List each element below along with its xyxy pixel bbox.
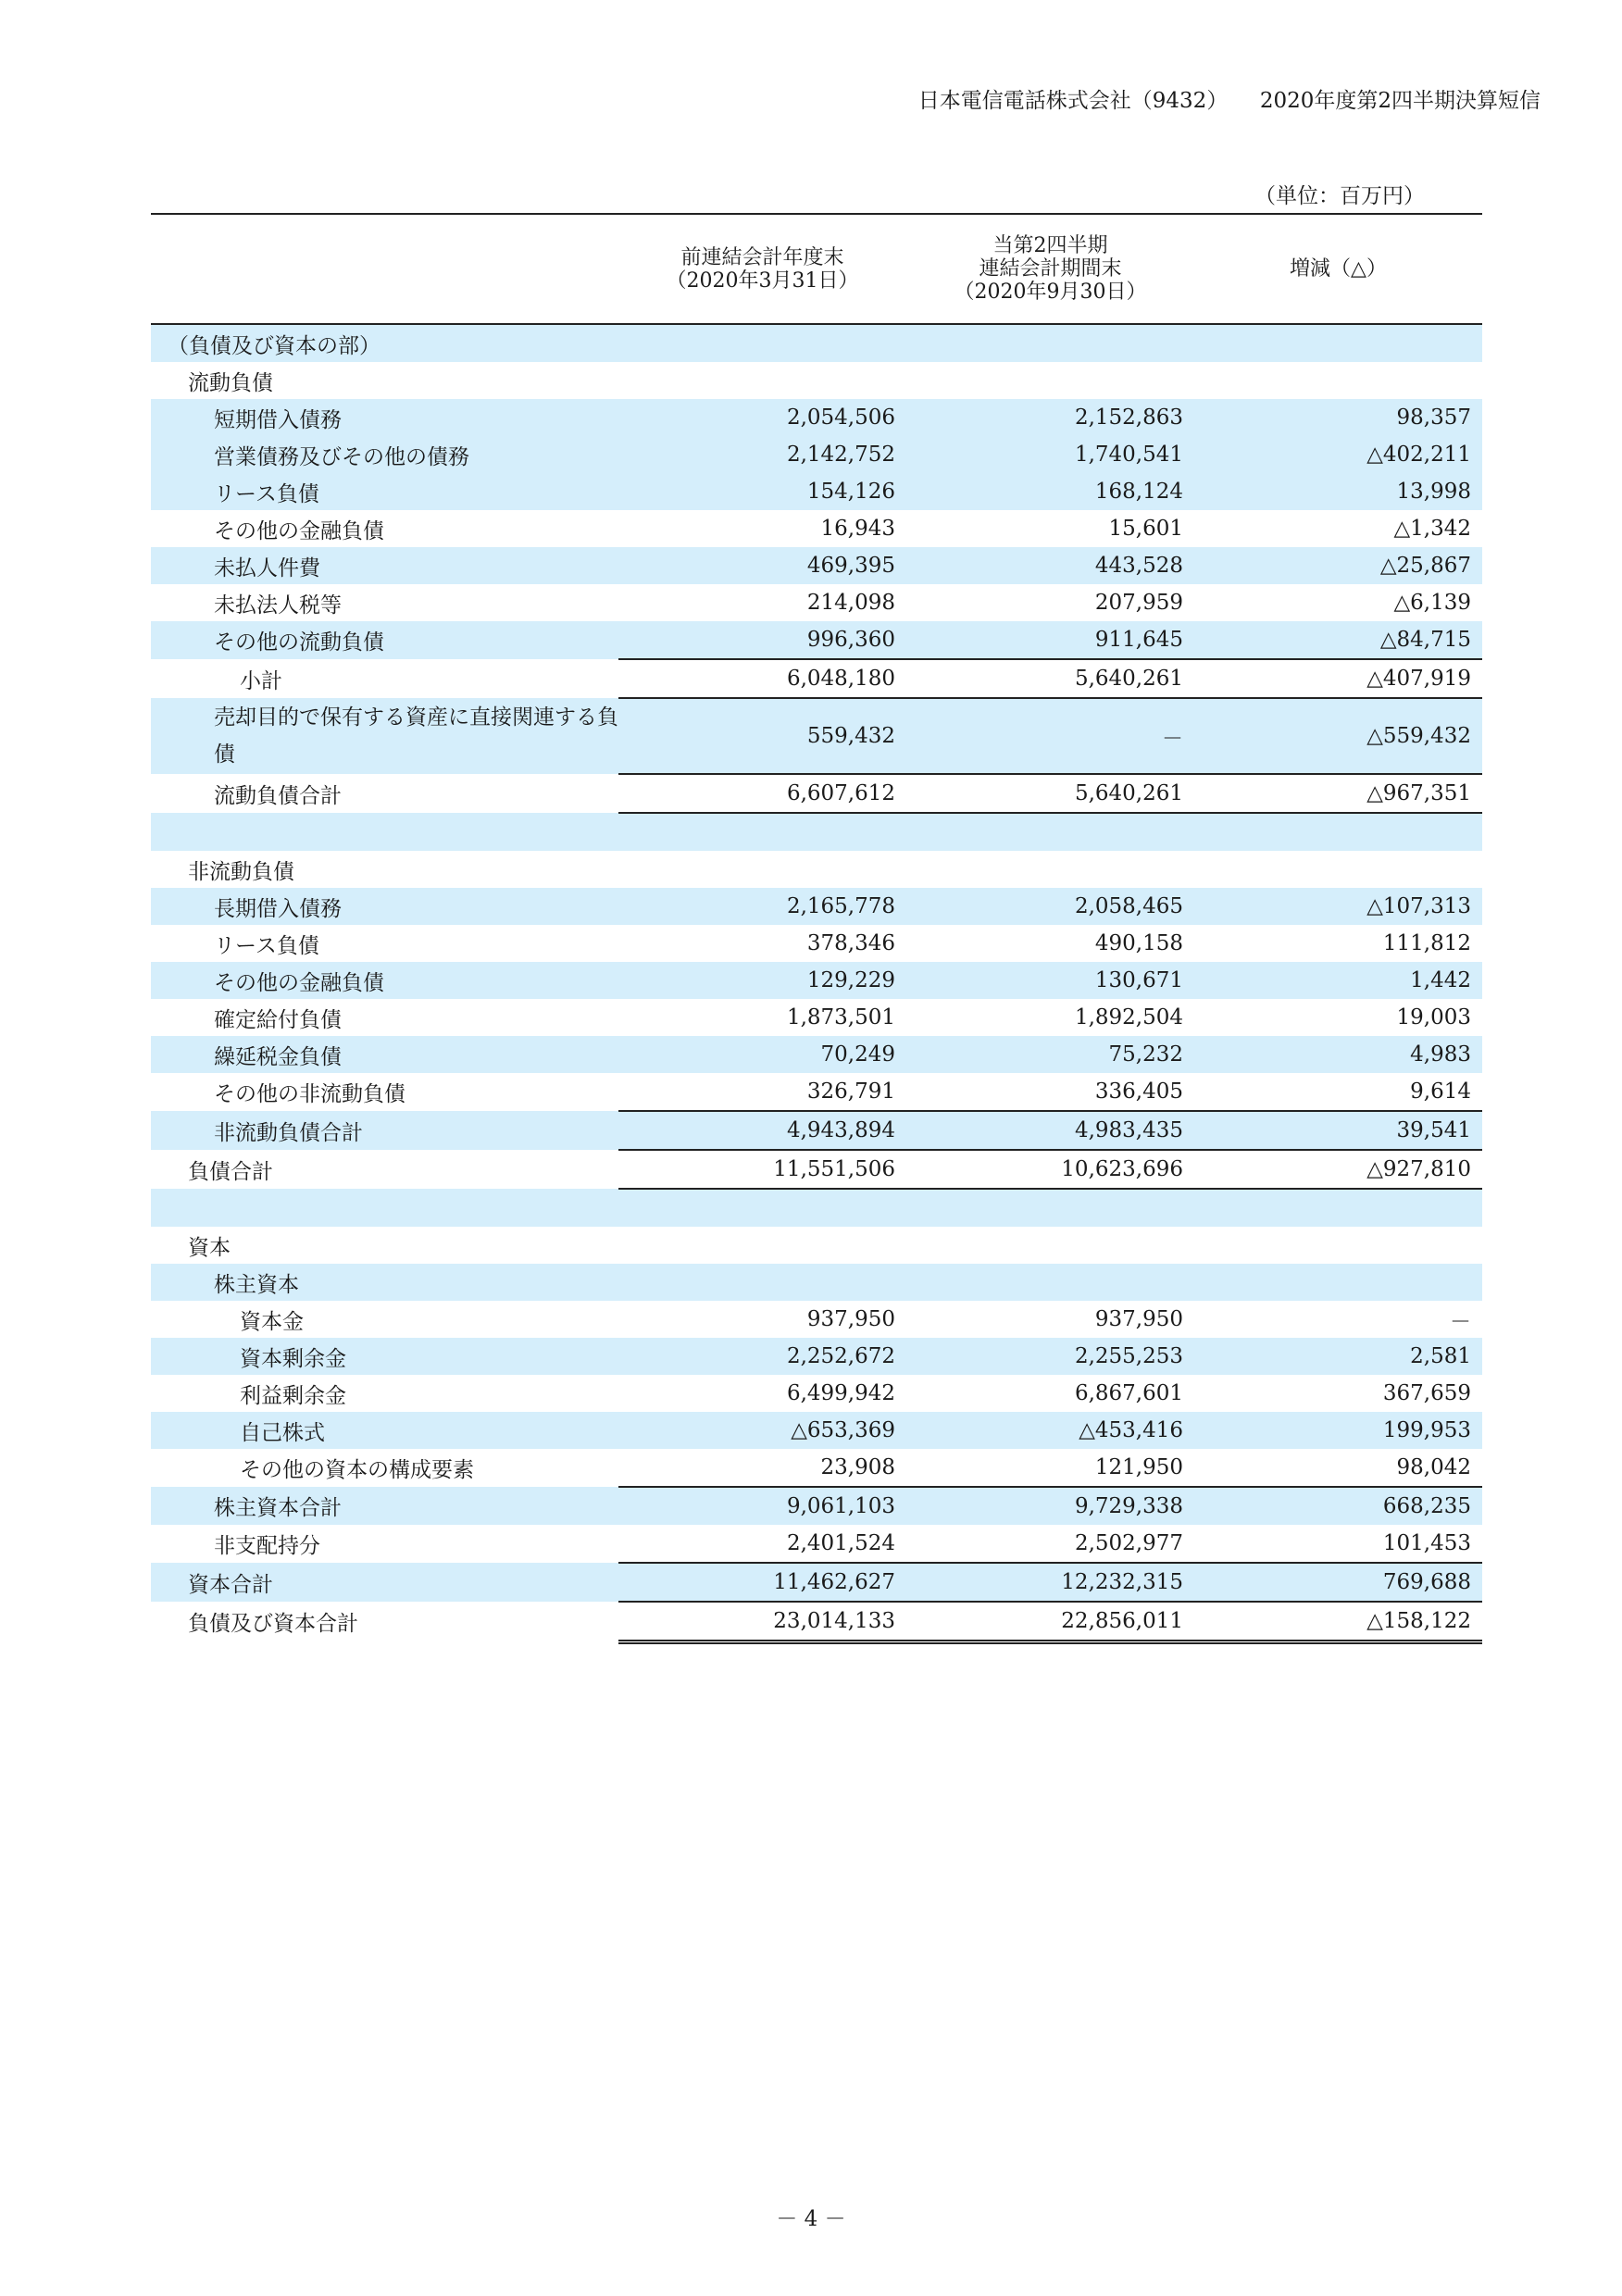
prev-period-value: 1,873,501 <box>786 1005 895 1029</box>
row-label <box>151 813 618 851</box>
prev-period-value: 378,346 <box>806 931 895 955</box>
current-period-value: 4,983,435 <box>906 1111 1194 1150</box>
current-period-value: 911,645 <box>906 621 1194 659</box>
table-row <box>151 1487 1482 1525</box>
change-value: 1,442 <box>1194 962 1482 999</box>
change-value: 367,659 <box>1382 1381 1471 1405</box>
row-label <box>151 1189 618 1227</box>
prev-period-value: 559,432 <box>618 698 906 774</box>
change-value: 101,453 <box>1382 1531 1471 1555</box>
prev-period-value: 2,142,752 <box>618 436 906 473</box>
row-label: 営業債務及びその他の債務 <box>151 436 618 473</box>
label-column-header <box>151 214 618 324</box>
row-label: 負債及び資本合計 <box>188 1612 358 1637</box>
row-label: 非支配持分 <box>214 1534 320 1558</box>
change-value: △559,432 <box>1194 698 1482 774</box>
row-label: 資本剰余金 <box>151 1338 618 1375</box>
row-label: 未払人件費 <box>151 547 618 584</box>
prev-period-value: 326,791 <box>806 1079 895 1104</box>
report-title: 2020年度第2四半期決算短信 <box>1259 89 1541 113</box>
prev-period-value: 154,126 <box>618 473 906 510</box>
prev-period-value <box>618 813 906 851</box>
current-period-value <box>906 1264 1194 1301</box>
table-row <box>151 621 1482 659</box>
current-period-value: △453,416 <box>906 1412 1194 1449</box>
change-value: 769,688 <box>1194 1563 1482 1602</box>
change-value: △407,919 <box>1194 659 1482 698</box>
current-period-value <box>906 1189 1194 1227</box>
prev-period-value: 2,252,672 <box>618 1338 906 1375</box>
prev-period-value: 129,229 <box>618 962 906 999</box>
table-row <box>151 399 1482 436</box>
table-row <box>151 436 1482 473</box>
change-value <box>1194 1227 1482 1264</box>
change-value: 39,541 <box>1194 1111 1482 1150</box>
current-period-value: 22,856,011 <box>906 1602 1194 1642</box>
table-row <box>151 1412 1482 1449</box>
table-row <box>151 774 1482 813</box>
table-row <box>151 547 1482 584</box>
current-period-value <box>906 813 1194 851</box>
current-period-value: 937,950 <box>1094 1307 1183 1331</box>
row-label: 流動負債 <box>188 370 273 395</box>
current-period-value: 490,158 <box>1094 931 1183 955</box>
row-label: リース負債 <box>214 933 319 958</box>
unit-label: （単位：百万円） <box>1254 184 1425 208</box>
prev-period-value: 2,401,524 <box>786 1531 895 1555</box>
change-value: △967,351 <box>1194 774 1482 813</box>
change-value: 2,581 <box>1194 1338 1482 1375</box>
prev-period-value: 23,014,133 <box>618 1602 906 1642</box>
current-period-value: 9,729,338 <box>906 1487 1194 1525</box>
prev-period-value: 9,061,103 <box>618 1487 906 1525</box>
row-label: 株主資本合計 <box>151 1487 618 1525</box>
prev-period-value <box>618 1264 906 1301</box>
table-row <box>151 1264 1482 1301</box>
change-value: － <box>1450 1309 1471 1334</box>
change-value: △25,867 <box>1194 547 1482 584</box>
prev-period-value: 6,048,180 <box>618 659 906 698</box>
change-value: △1,342 <box>1393 517 1471 541</box>
change-value: △84,715 <box>1194 621 1482 659</box>
change-value: 98,357 <box>1194 399 1482 436</box>
change-value: △927,810 <box>1194 1150 1482 1189</box>
table-row <box>151 1189 1482 1227</box>
row-label: 資本 <box>188 1235 231 1260</box>
prev-period-value <box>618 851 906 888</box>
row-label: 非流動負債合計 <box>151 1111 618 1150</box>
row-label: 確定給付負債 <box>214 1007 342 1032</box>
current-period-value: 1,740,541 <box>906 436 1194 473</box>
prev-period-value: △653,369 <box>618 1412 906 1449</box>
change-column-header: 増減（△） <box>1194 214 1482 324</box>
row-label: 資本合計 <box>151 1563 618 1602</box>
table-row <box>151 1111 1482 1150</box>
table-row <box>151 813 1482 851</box>
change-value: △107,313 <box>1194 888 1482 925</box>
table-row <box>151 362 1482 399</box>
table-body <box>151 324 1482 1642</box>
change-value: 668,235 <box>1194 1487 1482 1525</box>
change-value: 111,812 <box>1382 931 1471 955</box>
table-row <box>151 1375 1482 1412</box>
current-period-value: 443,528 <box>906 547 1194 584</box>
prev-period-value: 2,165,778 <box>618 888 906 925</box>
row-label: 資本金 <box>240 1309 304 1334</box>
row-label: 株主資本 <box>151 1264 618 1301</box>
row-label: その他の非流動負債 <box>214 1082 406 1106</box>
table-row <box>151 659 1482 698</box>
row-label: 長期借入債務 <box>151 888 618 925</box>
prev-period-value: 4,943,894 <box>618 1111 906 1150</box>
table-row <box>151 888 1482 925</box>
table-row <box>151 1036 1482 1073</box>
prev-period-value: 2,054,506 <box>618 399 906 436</box>
table-row <box>151 1563 1482 1602</box>
change-value: △402,211 <box>1194 436 1482 473</box>
change-value: 199,953 <box>1194 1412 1482 1449</box>
row-label: 負債合計 <box>188 1159 273 1184</box>
prev-period-value: 16,943 <box>820 517 895 541</box>
row-label: 短期借入債務 <box>151 399 618 436</box>
change-value <box>1194 1189 1482 1227</box>
current-period-value: 6,867,601 <box>1074 1381 1183 1405</box>
table-row <box>151 1150 1482 1189</box>
prev-period-value: 214,098 <box>806 591 895 615</box>
current-period-value: 5,640,261 <box>906 659 1194 698</box>
current-period-value: 336,405 <box>1094 1079 1183 1104</box>
prev-period-value <box>618 1227 906 1264</box>
table-row <box>151 324 1482 362</box>
current-period-value: 2,502,977 <box>1074 1531 1183 1555</box>
change-value: 4,983 <box>1194 1036 1482 1073</box>
row-label: リース負債 <box>151 473 618 510</box>
change-value: △6,139 <box>1393 591 1471 615</box>
change-value: 98,042 <box>1396 1455 1471 1479</box>
balance-sheet-table <box>151 213 1482 1644</box>
row-label: 小計 <box>240 668 282 693</box>
current-period-column-header: 当第2四半期 連結会計期間末 （2020年9月30日） <box>906 214 1194 324</box>
prev-period-value: 996,360 <box>618 621 906 659</box>
change-value: 19,003 <box>1396 1005 1471 1029</box>
row-label: 自己株式 <box>151 1412 618 1449</box>
table-row <box>151 851 1482 888</box>
company-name: 日本電信電話株式会社（9432） <box>917 89 1217 113</box>
current-period-value: 2,255,253 <box>906 1338 1194 1375</box>
current-period-value <box>906 851 1194 888</box>
current-period-value: 10,623,696 <box>906 1150 1194 1189</box>
table-row <box>151 1525 1482 1563</box>
prev-period-value: 11,462,627 <box>618 1563 906 1602</box>
prev-period-value: 23,908 <box>820 1455 895 1479</box>
prev-period-value: 469,395 <box>618 547 906 584</box>
current-period-value: 1,892,504 <box>1074 1005 1183 1029</box>
table-row <box>151 1073 1482 1111</box>
prev-period-value <box>618 324 906 362</box>
current-period-value: 168,124 <box>906 473 1194 510</box>
table-row <box>151 1301 1482 1338</box>
table-row <box>151 698 1482 774</box>
change-value: 9,614 <box>1410 1079 1471 1104</box>
prev-period-value: 937,950 <box>806 1307 895 1331</box>
current-period-value: 15,601 <box>1108 517 1183 541</box>
current-period-value <box>906 324 1194 362</box>
current-period-value: 12,232,315 <box>906 1563 1194 1602</box>
current-period-value: 130,671 <box>906 962 1194 999</box>
page-header <box>918 83 1541 114</box>
row-label: （負債及び資本の部） <box>151 324 618 362</box>
table-row <box>151 1227 1482 1264</box>
table-row <box>151 962 1482 999</box>
change-value <box>1194 362 1482 399</box>
row-label: その他の流動負債 <box>151 621 618 659</box>
table-row <box>151 1338 1482 1375</box>
current-period-value: 5,640,261 <box>906 774 1194 813</box>
row-label: 未払法人税等 <box>214 593 342 618</box>
table-row <box>151 510 1482 547</box>
current-period-value: 207,959 <box>1094 591 1183 615</box>
row-label: 流動負債合計 <box>214 783 342 808</box>
prev-period-value: 6,499,942 <box>786 1381 895 1405</box>
table-row <box>151 1449 1482 1487</box>
current-period-value: 121,950 <box>1094 1455 1183 1479</box>
row-label: その他の金融負債 <box>151 962 618 999</box>
row-label: 売却目的で保有する資産に直接関連する負債 <box>151 698 618 774</box>
prev-period-value: 6,607,612 <box>618 774 906 813</box>
change-value: 13,998 <box>1194 473 1482 510</box>
row-label: その他の資本の構成要素 <box>240 1458 474 1482</box>
table-row <box>151 584 1482 621</box>
table-row <box>151 473 1482 510</box>
prev-period-value <box>618 1189 906 1227</box>
current-period-value <box>906 1227 1194 1264</box>
current-period-value: 2,058,465 <box>906 888 1194 925</box>
row-label: 非流動負債 <box>188 859 294 884</box>
prev-period-value: 11,551,506 <box>618 1150 906 1189</box>
table-row <box>151 1602 1482 1642</box>
row-label: 利益剰余金 <box>240 1383 346 1408</box>
change-value <box>1194 1264 1482 1301</box>
change-value <box>1194 324 1482 362</box>
change-value <box>1194 851 1482 888</box>
current-period-value: 2,152,863 <box>906 399 1194 436</box>
row-label: 繰延税金負債 <box>151 1036 618 1073</box>
row-label: その他の金融負債 <box>214 518 384 543</box>
current-period-value <box>906 362 1194 399</box>
table-row <box>151 999 1482 1036</box>
prev-period-value <box>618 362 906 399</box>
current-period-value: － <box>906 698 1194 774</box>
current-period-value: 75,232 <box>906 1036 1194 1073</box>
change-value: △158,122 <box>1194 1602 1482 1642</box>
table-row <box>151 925 1482 962</box>
change-value <box>1194 813 1482 851</box>
prev-period-column-header: 前連結会計年度末 （2020年3月31日） <box>618 214 906 324</box>
table-header-row <box>151 214 1482 324</box>
prev-period-value: 70,249 <box>618 1036 906 1073</box>
page-number: － 4 － <box>776 2207 846 2231</box>
